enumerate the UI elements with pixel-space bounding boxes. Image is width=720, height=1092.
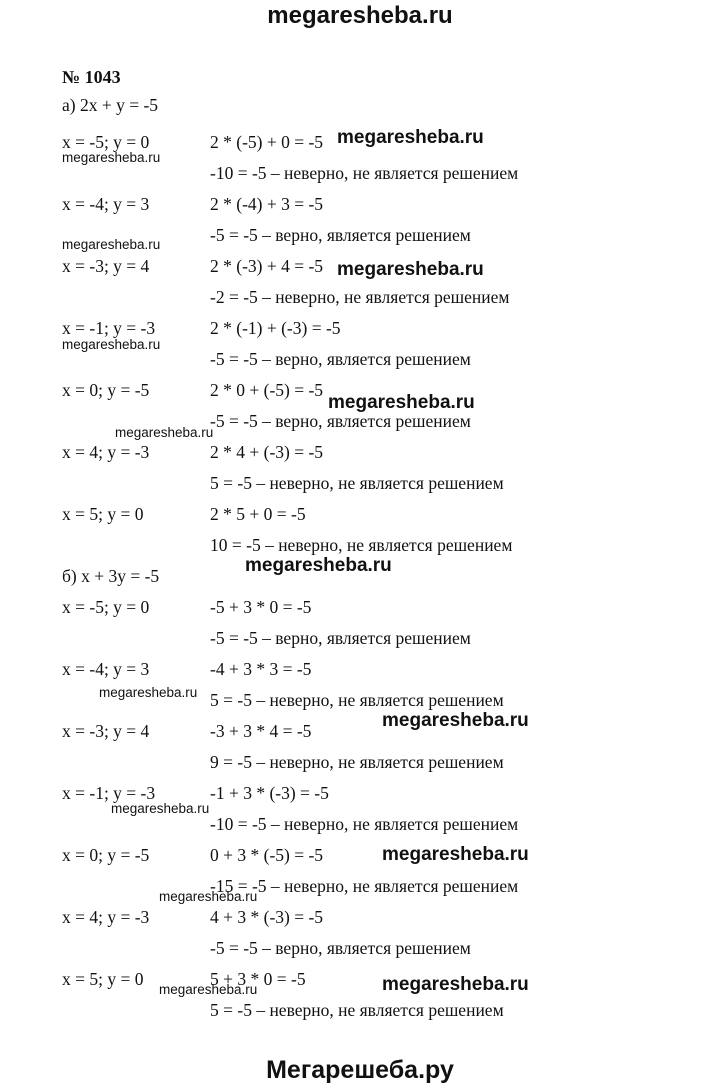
part-b-substitution: 5 + 3 * 0 = -5 (210, 969, 306, 989)
part-b-substitution: 4 + 3 * (-3) = -5 (210, 907, 324, 927)
part-a-title: а) 2x + y = -5 (62, 95, 159, 115)
part-b-pair: x = -5; y = 0 (62, 597, 150, 617)
watermark-large: megaresheba.ru (382, 974, 529, 995)
part-a-result: -10 = -5 – неверно, не является решением (210, 163, 519, 183)
watermark-large: megaresheba.ru (382, 844, 529, 865)
part-b-result: 5 = -5 – неверно, не является решением (210, 690, 504, 710)
part-a-substitution: 2 * 5 + 0 = -5 (210, 504, 306, 524)
part-a-pair: x = -1; y = -3 (62, 318, 156, 338)
part-a-result: -5 = -5 – верно, является решением (210, 349, 471, 369)
part-b-substitution: 0 + 3 * (-5) = -5 (210, 845, 324, 865)
watermark-small: megaresheba.ru (62, 237, 161, 252)
part-a-result: 5 = -5 – неверно, не является решением (210, 473, 504, 493)
part-a-pair: x = -4; y = 3 (62, 194, 150, 214)
part-a-substitution: 2 * 4 + (-3) = -5 (210, 442, 324, 462)
watermark-small: megaresheba.ru (62, 150, 161, 165)
part-b-pair: x = 4; y = -3 (62, 907, 150, 927)
site-header: megaresheba.ru (267, 2, 453, 29)
part-a-substitution: 2 * 0 + (-5) = -5 (210, 380, 324, 400)
watermark-large: megaresheba.ru (337, 259, 484, 280)
part-a-pair: x = -3; y = 4 (62, 256, 150, 276)
watermark-large: megaresheba.ru (245, 555, 392, 576)
part-a-substitution: 2 * (-3) + 4 = -5 (210, 256, 324, 276)
part-b-result: 9 = -5 – неверно, не является решением (210, 752, 504, 772)
part-b-pair: x = -1; y = -3 (62, 783, 156, 803)
part-b-pair: x = 5; y = 0 (62, 969, 144, 989)
watermark-small: megaresheba.ru (115, 425, 214, 440)
part-b-result: -5 = -5 – верно, является решением (210, 628, 471, 648)
part-a-substitution: 2 * (-1) + (-3) = -5 (210, 318, 341, 338)
watermark-small: megaresheba.ru (159, 889, 258, 904)
watermark-small: megaresheba.ru (99, 685, 198, 700)
part-b-pair: x = -4; y = 3 (62, 659, 150, 679)
watermark-small: megaresheba.ru (159, 982, 258, 997)
problem-number: № 1043 (62, 67, 121, 87)
part-b-pair: x = 0; y = -5 (62, 845, 150, 865)
watermark-large: megaresheba.ru (328, 392, 475, 413)
part-a-pair: x = -5; y = 0 (62, 132, 150, 152)
part-b-substitution: -1 + 3 * (-3) = -5 (210, 783, 329, 803)
watermark-large: megaresheba.ru (337, 127, 484, 148)
part-b-result: -15 = -5 – неверно, не является решением (210, 876, 519, 896)
part-a-result: -2 = -5 – неверно, не является решением (210, 287, 510, 307)
part-b-substitution: -3 + 3 * 4 = -5 (210, 721, 312, 741)
part-a-result: -5 = -5 – верно, является решением (210, 411, 471, 431)
part-a-pair: x = 0; y = -5 (62, 380, 150, 400)
watermark-small: megaresheba.ru (62, 337, 161, 352)
part-b-pair: x = -3; y = 4 (62, 721, 150, 741)
watermark-small: megaresheba.ru (111, 801, 210, 816)
part-b-result: 5 = -5 – неверно, не является решением (210, 1000, 504, 1020)
part-a-result: -5 = -5 – верно, является решением (210, 225, 471, 245)
part-b-substitution: -5 + 3 * 0 = -5 (210, 597, 312, 617)
part-a-substitution: 2 * (-4) + 3 = -5 (210, 194, 324, 214)
watermark-large: megaresheba.ru (382, 710, 529, 731)
part-b-title: б) x + 3y = -5 (62, 566, 160, 586)
part-b-result: -5 = -5 – верно, является решением (210, 938, 471, 958)
part-b-result: -10 = -5 – неверно, не является решением (210, 814, 519, 834)
site-footer: Мегарешеба.ру (266, 1056, 454, 1084)
part-a-pair: x = 4; y = -3 (62, 442, 150, 462)
part-a-substitution: 2 * (-5) + 0 = -5 (210, 132, 324, 152)
part-b-substitution: -4 + 3 * 3 = -5 (210, 659, 312, 679)
part-a-result: 10 = -5 – неверно, не является решением (210, 535, 513, 555)
part-a-pair: x = 5; y = 0 (62, 504, 144, 524)
